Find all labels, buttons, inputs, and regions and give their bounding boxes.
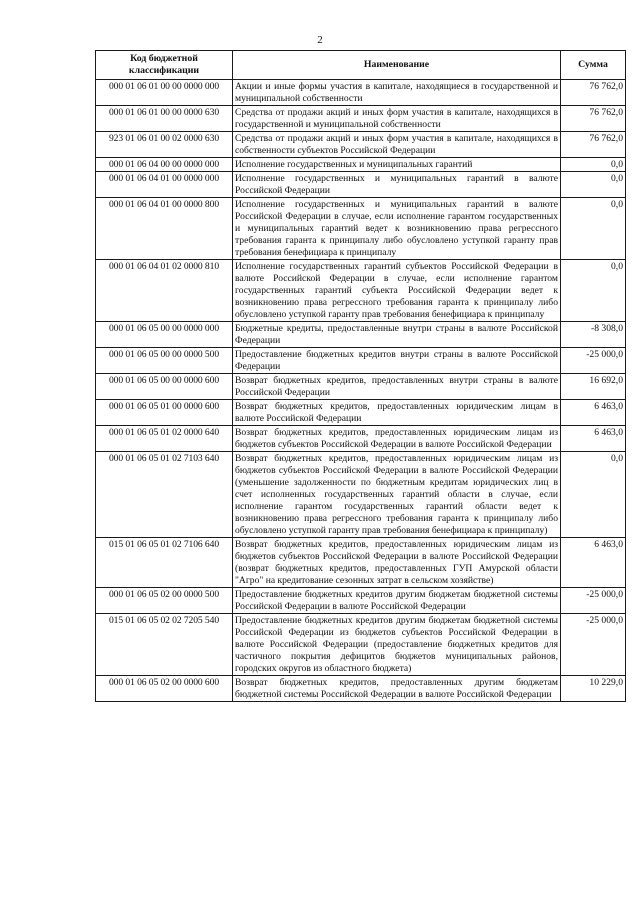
row-name-cell: Исполнение государственных и муниципальных гарантий: [233, 158, 561, 172]
row-code-cell: 000 01 06 04 01 00 0000 000: [96, 172, 233, 198]
table-row: [96, 132, 626, 158]
row-code-cell: 000 01 06 05 00 00 0000 500: [96, 348, 233, 374]
row-name-cell: Исполнение государственных и муниципальных гарантий в валюте Российской Федерации: [233, 172, 561, 198]
row-name-cell: Возврат бюджетных кредитов, предоставленных другим бюджетам бюджетной системы Российской Федерации в валюте Российской Федерации: [233, 676, 561, 702]
budget-classification-table: [95, 50, 626, 702]
row-name-cell: Возврат бюджетных кредитов, предоставленных юридическим лицам из бюджетов субъектов Российской Федерации в валюте Российской Федерации: [233, 426, 561, 452]
row-code-cell: 000 01 06 05 00 00 0000 600: [96, 374, 233, 400]
row-sum-cell: 76 762,0: [561, 80, 626, 106]
table-row: [96, 158, 626, 172]
row-name-cell: Средства от продажи акций и иных форм участия в капитале, находящихся в собственности субъектов Российской Федерации: [233, 132, 561, 158]
table-row: [96, 452, 626, 538]
row-sum-cell: 0,0: [561, 158, 626, 172]
table-header-row: [96, 51, 626, 80]
row-sum-cell: 16 692,0: [561, 374, 626, 400]
row-sum-cell: 0,0: [561, 198, 626, 260]
row-name-cell: Возврат бюджетных кредитов, предоставленных юридическим лицам в валюте Российской Федерации: [233, 400, 561, 426]
row-name-cell: Предоставление бюджетных кредитов внутри страны в валюте Российской Федерации: [233, 348, 561, 374]
row-code-cell: 000 01 06 01 00 00 0000 000: [96, 80, 233, 106]
row-code-cell: 000 01 06 05 00 00 0000 000: [96, 322, 233, 348]
table-row: [96, 198, 626, 260]
row-sum-cell: 6 463,0: [561, 538, 626, 588]
row-name-cell: Акции и иные формы участия в капитале, находящиеся в государственной и муниципальной собственности: [233, 80, 561, 106]
row-code-cell: 000 01 06 04 00 00 0000 000: [96, 158, 233, 172]
row-sum-cell: 0,0: [561, 260, 626, 322]
row-sum-cell: 0,0: [561, 452, 626, 538]
row-code-cell: 000 01 06 05 01 00 0000 600: [96, 400, 233, 426]
row-sum-cell: 6 463,0: [561, 426, 626, 452]
row-name-cell: Возврат бюджетных кредитов, предоставленных юридическим лицам из бюджетов субъектов Российской Федерации в валюте Российской Федерации (уменьшение задолженности по бюджетным кредитам юридических лиц в счет исполненных государственных гарантий области в случае, если исполнение гарантом государственных гарантий области ведет к возникновению права регрессного требования гаранта к принципалу либо обусловлено уступкой гаранту прав требования бенефициара к принципалу): [233, 452, 561, 538]
header-sum: Сумма: [561, 51, 626, 80]
row-sum-cell: -25 000,0: [561, 588, 626, 614]
row-sum-cell: 6 463,0: [561, 400, 626, 426]
row-sum-cell: -25 000,0: [561, 348, 626, 374]
table-row: [96, 106, 626, 132]
row-sum-cell: -8 308,0: [561, 322, 626, 348]
row-code-cell: 015 01 06 05 02 02 7205 540: [96, 614, 233, 676]
table-row: [96, 322, 626, 348]
table-row: [96, 426, 626, 452]
header-code: Код бюджетной классификации: [96, 51, 233, 80]
row-code-cell: 000 01 06 05 02 00 0000 500: [96, 588, 233, 614]
table-row: [96, 614, 626, 676]
row-name-cell: Предоставление бюджетных кредитов другим бюджетам бюджетной системы Российской Федерации из бюджетов субъектов Российской Федерации в валюте Российской Федерации (предоставление бюджетных кредитов для частичного покрытия дефицитов бюджетов муниципальных районов, городских округов из областного бюджета): [233, 614, 561, 676]
row-code-cell: 000 01 06 05 02 00 0000 600: [96, 676, 233, 702]
row-sum-cell: 10 229,0: [561, 676, 626, 702]
page-number: 2: [317, 34, 323, 46]
row-name-cell: Возврат бюджетных кредитов, предоставленных внутри страны в валюте Российской Федерации: [233, 374, 561, 400]
row-name-cell: Исполнение государственных гарантий субъектов Российской Федерации в валюте Российской Федерации в случае, если исполнение гарантом государственных гарантий субъекта Российской Федерации ведет к возникновению права регрессного требования гаранта к принципалу либо обусловлено уступкой гаранту прав требования бенефициара к принципалу: [233, 260, 561, 322]
row-code-cell: 000 01 06 05 01 02 7103 640: [96, 452, 233, 538]
table-row: [96, 588, 626, 614]
table-row: [96, 400, 626, 426]
header-name: Наименование: [233, 51, 561, 80]
table-row: [96, 676, 626, 702]
row-code-cell: 000 01 06 05 01 02 0000 640: [96, 426, 233, 452]
table-row: [96, 260, 626, 322]
row-sum-cell: 0,0: [561, 172, 626, 198]
table-row: [96, 538, 626, 588]
row-name-cell: Средства от продажи акций и иных форм участия в капитале, находящихся в государственной и муниципальной собственности: [233, 106, 561, 132]
row-code-cell: 015 01 06 05 01 02 7106 640: [96, 538, 233, 588]
row-code-cell: 000 01 06 04 01 02 0000 810: [96, 260, 233, 322]
table-row: [96, 172, 626, 198]
row-sum-cell: 76 762,0: [561, 132, 626, 158]
row-code-cell: 923 01 06 01 00 02 0000 630: [96, 132, 233, 158]
row-name-cell: Возврат бюджетных кредитов, предоставленных юридическим лицам из бюджетов субъектов Российской Федерации в валюте Российской Федерации (возврат бюджетных кредитов, предоставленных ГУП Амурской области "Агро" на кредитование сезонных затрат в сельском хозяйстве): [233, 538, 561, 588]
row-sum-cell: 76 762,0: [561, 106, 626, 132]
row-name-cell: Предоставление бюджетных кредитов другим бюджетам бюджетной системы Российской Федерации в валюте Российской Федерации: [233, 588, 561, 614]
table-row: [96, 374, 626, 400]
table-row: [96, 80, 626, 106]
table-row: [96, 348, 626, 374]
row-sum-cell: -25 000,0: [561, 614, 626, 676]
row-name-cell: Исполнение государственных и муниципальных гарантий в валюте Российской Федерации в случае, если исполнение гарантом государственных и муниципальных гарантий ведет к возникновению права регрессного требования гаранта к принципалу либо обусловлено уступкой гаранту прав требования бенефициара к принципалу: [233, 198, 561, 260]
row-name-cell: Бюджетные кредиты, предоставленные внутри страны в валюте Российской Федерации: [233, 322, 561, 348]
row-code-cell: 000 01 06 04 01 00 0000 800: [96, 198, 233, 260]
row-code-cell: 000 01 06 01 00 00 0000 630: [96, 106, 233, 132]
